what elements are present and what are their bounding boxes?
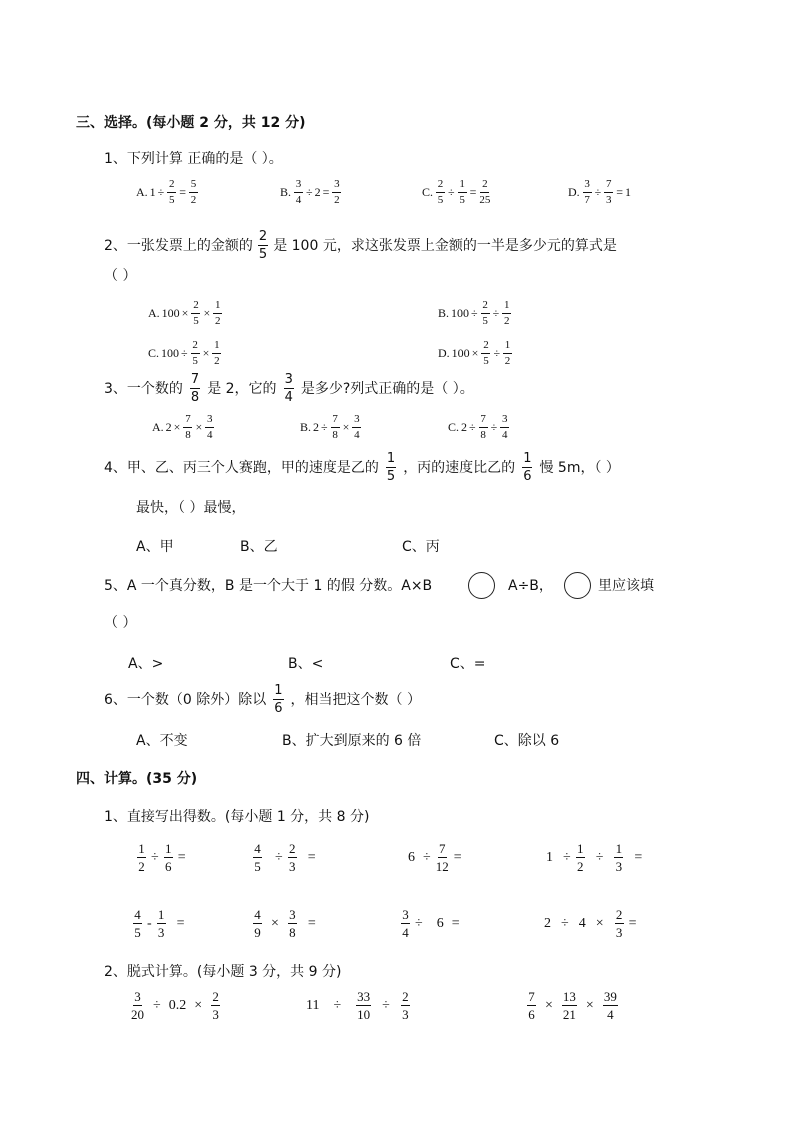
fraction: 1 6 <box>274 683 283 716</box>
operator: ÷ <box>594 185 602 199</box>
section-3-title: 三、选择。(每小题 2 分，共 12 分) <box>76 115 306 131</box>
fraction: $\frac{1}{2}$ <box>503 299 510 327</box>
fraction: 3 4 <box>284 372 293 405</box>
answer-bracket: （ ） <box>104 268 137 284</box>
fraction: $\frac{2}{5}$ <box>483 339 489 367</box>
q6-option-a[interactable]: A、不变 <box>136 733 188 749</box>
oral-calc-1: $\frac{1}{2}$ ÷ $\frac{1}{6}$ = <box>138 841 186 874</box>
answer-circle-2[interactable] <box>564 572 591 599</box>
equals: = <box>616 185 624 199</box>
q3-option-b[interactable]: B. 2 ÷ $\frac{7}{8}$ × $\frac{3}{4}$ <box>300 413 360 441</box>
question-4-text: 4、甲、乙、丙三个人赛跑，甲的速度是乙的 1 5 ，丙的速度比乙的 1 6 慢 5m，（ ） <box>104 451 620 484</box>
oral-calc-7: $\frac{3}{4}$ ÷ 6 = <box>402 907 460 940</box>
number: 2 <box>314 185 321 199</box>
step-calc-3: $\frac{7}{6}$ × $\frac{13}{21}$ × $\frac{39}{4}$ <box>528 989 617 1022</box>
q3-option-a[interactable]: A. 2 × $\frac{7}{8}$ × $\frac{3}{4}$ <box>152 413 213 441</box>
answer-bracket: （ ） <box>104 615 137 631</box>
question-5-text-b: A÷B， <box>508 578 553 594</box>
q2-option-c[interactable]: C. 100 ÷ $\frac{2}{5}$ × $\frac{1}{2}$ <box>148 339 220 367</box>
equals: = <box>322 185 330 199</box>
fraction: $\frac{1}{2}$ <box>214 339 220 367</box>
option-label: D. <box>568 185 580 199</box>
fraction: $\frac{5}{2}$ <box>190 178 197 206</box>
question-2-text: 2、一张发票上的金额的 2 5 是 100 元，求这张发票上金额的一半是多少元的算式是 <box>104 229 617 262</box>
question-5-text-a: 5、A 一个真分数，B 是一个大于 1 的假 分数。A×B <box>104 578 433 594</box>
q1-option-a[interactable] <box>136 179 199 206</box>
q2-option-a[interactable]: A. 100 × $\frac{2}{5}$ × $\frac{1}{2}$ <box>148 299 221 327</box>
part-1-title: 1、直接写出得数。(每小题 1 分，共 8 分) <box>104 809 370 825</box>
operator: ÷ <box>157 185 165 199</box>
fraction: $\frac{2}{5}$ <box>437 178 444 206</box>
fraction: $\frac{7}{3}$ <box>606 178 612 206</box>
fraction: 7 8 <box>190 372 200 405</box>
oral-calc-2: $\frac{4}{5}$ ÷ $\frac{2}{3}$ = <box>254 841 316 874</box>
fraction: $\frac{1}{2}$ <box>504 339 511 367</box>
fraction: $\frac{2}{25}$ <box>479 178 491 206</box>
fraction: $\frac{7}{8}$ <box>332 413 338 441</box>
q5-option-b[interactable]: B、< <box>288 656 324 672</box>
step-calc-1: $\frac{3}{20}$ ÷ 0.2 × $\frac{2}{3}$ <box>131 989 219 1022</box>
fraction: 1 5 <box>386 451 396 484</box>
number: 1 <box>625 185 632 199</box>
fraction: $\frac{3}{4}$ <box>295 178 302 206</box>
oral-calc-5: 4 5 - $\frac{1}{3}$ = <box>134 907 185 940</box>
fraction: $\frac{3}{4}$ <box>206 413 213 441</box>
fraction: $\frac{1}{2}$ <box>214 299 221 327</box>
fraction: $\frac{2}{5}$ <box>193 299 199 327</box>
fraction: $\frac{2}{5}$ <box>192 339 198 367</box>
q2-option-b[interactable]: B. 100 ÷ $\frac{2}{5}$ ÷ $\frac{1}{2}$ <box>438 299 510 327</box>
fraction: $\frac{2}{5}$ <box>482 299 488 327</box>
fraction: $\frac{3}{2}$ <box>334 178 340 206</box>
oral-calc-4: 1 ÷ $\frac{1}{2}$ ÷ $\frac{1}{3}$ = <box>546 841 643 874</box>
fraction: $\frac{2}{5}$ <box>169 178 175 206</box>
equals: = <box>469 185 477 199</box>
fraction: $\frac{3}{4}$ <box>501 413 508 441</box>
step-calc-2: 11 ÷ $\frac{33}{10}$ ÷ $\frac{2}{3}$ <box>306 989 409 1022</box>
answer-circle-1[interactable] <box>468 572 495 599</box>
q4-option-c[interactable]: C、丙 <box>402 539 440 555</box>
question-3-text: 3、一个数的 7 8 是 2，它的 3 4 是多少?列式正确的是（ ）。 <box>104 372 474 405</box>
q5-option-c[interactable]: C、= <box>450 656 486 672</box>
q6-option-c[interactable]: C、除以 6 <box>494 733 560 749</box>
fraction: 2 5 <box>258 229 268 262</box>
question-5-text-c: 里应该填 <box>598 578 654 594</box>
q4-option-b[interactable]: B、乙 <box>240 539 278 555</box>
equals: = <box>179 185 187 199</box>
q2-option-d[interactable]: D. 100 × $\frac{2}{5}$ ÷ $\frac{1}{2}$ <box>438 339 511 367</box>
option-label: C. <box>422 185 434 199</box>
question-6-text: 6、一个数（0 除外）除以 1 6 ，相当把这个数（ ） <box>104 683 421 716</box>
oral-calc-3: 6 ÷ $\frac{7}{12}$ = <box>408 841 462 874</box>
fraction: $\frac{7}{8}$ <box>185 413 191 441</box>
section-4-title: 四、计算。(35 分) <box>76 771 198 787</box>
q3-option-c[interactable]: C. 2 ÷ $\frac{7}{8}$ ÷ $\frac{3}{4}$ <box>448 413 508 441</box>
q1-option-b[interactable] <box>280 179 342 206</box>
question-1-text: 1、下列计算 正确的是（ ）。 <box>104 151 283 167</box>
q5-option-a[interactable]: A、> <box>128 656 164 672</box>
fraction: $\frac{7}{8}$ <box>480 413 486 441</box>
option-label: A. <box>136 185 148 199</box>
option-label: B. <box>280 185 292 199</box>
fraction: $\frac{3}{7}$ <box>584 178 590 206</box>
operator: ÷ <box>306 185 313 199</box>
operator: ÷ <box>448 185 455 199</box>
number: 1 <box>149 185 156 199</box>
oral-calc-6: $\frac{4}{9}$ × $\frac{3}{8}$ = <box>254 907 316 940</box>
q4-option-a[interactable]: A、甲 <box>136 539 174 555</box>
fraction: $\frac{3}{4}$ <box>354 413 360 441</box>
oral-calc-8: 2 ÷ 4 × $\frac{2}{3}$ = <box>544 907 637 940</box>
fraction: $\frac{1}{5}$ <box>459 178 465 206</box>
q1-option-d[interactable] <box>568 179 631 206</box>
question-4-line-2: 最快，（ ）最慢， <box>136 500 246 516</box>
part-2-title: 2、脱式计算。(每小题 3 分，共 9 分) <box>104 964 342 980</box>
q6-option-b[interactable]: B、扩大到原来的 6 倍 <box>282 733 422 749</box>
q1-option-c[interactable] <box>422 179 491 206</box>
fraction: 1 6 <box>523 451 532 484</box>
